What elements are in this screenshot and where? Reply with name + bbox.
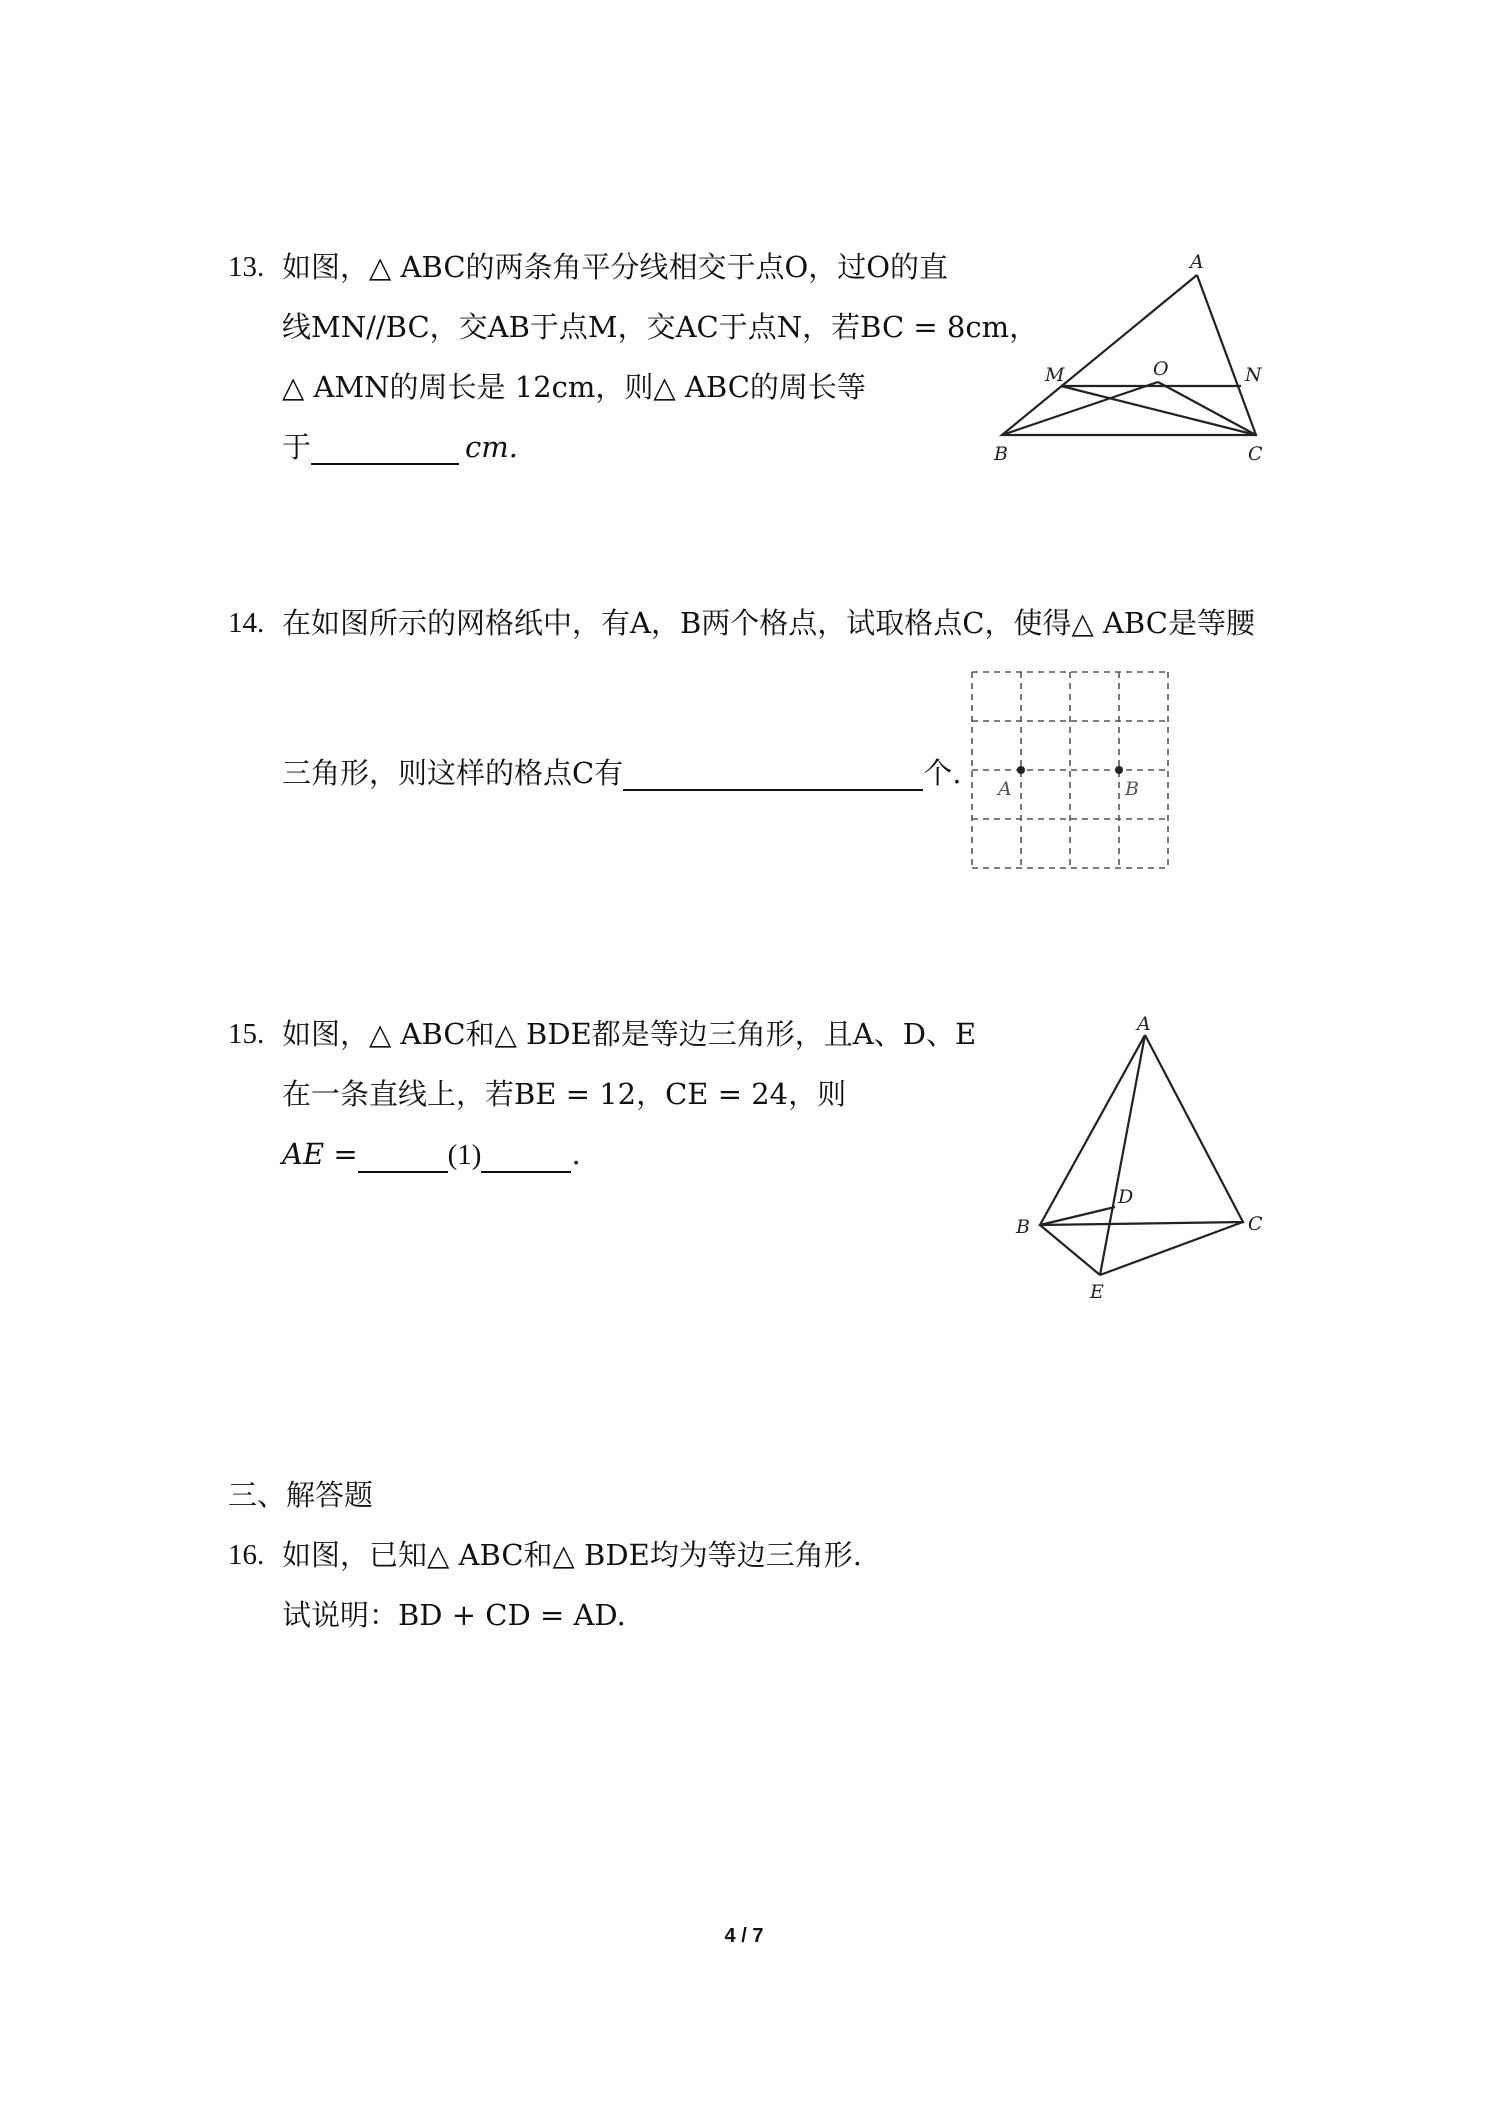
q15-segment-be	[1040, 1225, 1100, 1275]
q15-label-e: E	[1090, 1281, 1104, 1303]
q13-label-o: O	[1153, 358, 1169, 380]
q13-bisector-co	[1158, 382, 1256, 435]
q15-triangle-abc	[1040, 1035, 1243, 1225]
q13-line4-prefix: 于	[282, 430, 312, 464]
q13-figure	[980, 245, 1280, 465]
q15-line3-suffix: .	[571, 1137, 581, 1171]
q16-text-line1: 如图，已知△ ABC和△ BDE均为等边三角形.	[282, 1538, 862, 1572]
q15-label-d: D	[1118, 1186, 1134, 1208]
q14-label-a: A	[998, 778, 1012, 800]
q13-label-b: B	[994, 443, 1008, 465]
q15-segment-bd	[1040, 1207, 1115, 1225]
q15-text-line3	[282, 1137, 581, 1173]
q13-label-m: M	[1045, 364, 1065, 386]
q15-label-a: A	[1137, 1013, 1151, 1035]
q13-line4-unit: cm.	[465, 430, 518, 464]
page-number: 4 / 7	[724, 1925, 764, 1947]
q15-number: 15.	[228, 1018, 265, 1050]
q13-label-n: N	[1245, 364, 1262, 386]
q13-text-line3: △ AMN的周长是 12cm，则△ ABC的周长等	[282, 370, 866, 404]
q16-text-line2: 试说明：BD + CD = AD.	[282, 1598, 626, 1632]
q14-point-a	[1017, 766, 1025, 774]
q13-text-line1: 如图，△ ABC的两条角平分线相交于点O，过O的直	[282, 250, 949, 284]
q13-segment-mc	[1061, 386, 1256, 435]
q14-answer-blank[interactable]	[623, 761, 923, 791]
q13-triangle-abc	[1002, 275, 1256, 435]
q15-text-line1: 如图，△ ABC和△ BDE都是等边三角形，且A、D、E	[282, 1017, 977, 1051]
q15-segment-ae	[1100, 1035, 1145, 1275]
q14-grid-figure	[970, 670, 1180, 880]
q16-number: 16.	[228, 1539, 265, 1571]
q15-label-c: C	[1248, 1213, 1263, 1235]
q15-blank-index: (1)	[447, 1139, 482, 1171]
section-heading: 三、解答题	[228, 1478, 374, 1512]
q13-text-line4	[282, 430, 518, 465]
q14-text-line1: 在如图所示的网格纸中，有A，B两个格点，试取格点C，使得△ ABC是等腰	[282, 606, 1255, 640]
q13-text-line2: 线MN//BC，交AB于点M，交AC于点N，若BC = 8cm，	[282, 310, 1039, 344]
q14-text-line2	[282, 756, 961, 791]
q15-figure	[1000, 1010, 1263, 1310]
q13-answer-blank[interactable]	[311, 435, 459, 465]
q14-line2-prefix: 三角形，则这样的格点C有	[282, 756, 624, 790]
q15-answer-blank-right[interactable]	[481, 1143, 571, 1173]
q13-number: 13.	[228, 251, 265, 283]
q15-segment-ce	[1100, 1222, 1243, 1275]
q13-label-a: A	[1190, 251, 1204, 273]
q14-point-b	[1115, 766, 1123, 774]
q14-number: 14.	[228, 607, 265, 639]
q15-label-b: B	[1016, 1216, 1030, 1238]
q14-line2-suffix: 个.	[923, 756, 962, 790]
q14-label-b: B	[1125, 778, 1139, 800]
q13-label-c: C	[1248, 443, 1263, 465]
q15-text-line2: 在一条直线上，若BE = 12，CE = 24，则	[282, 1077, 847, 1111]
q15-line3-prefix: AE =	[282, 1137, 358, 1171]
q15-answer-blank-left[interactable]	[358, 1143, 448, 1173]
